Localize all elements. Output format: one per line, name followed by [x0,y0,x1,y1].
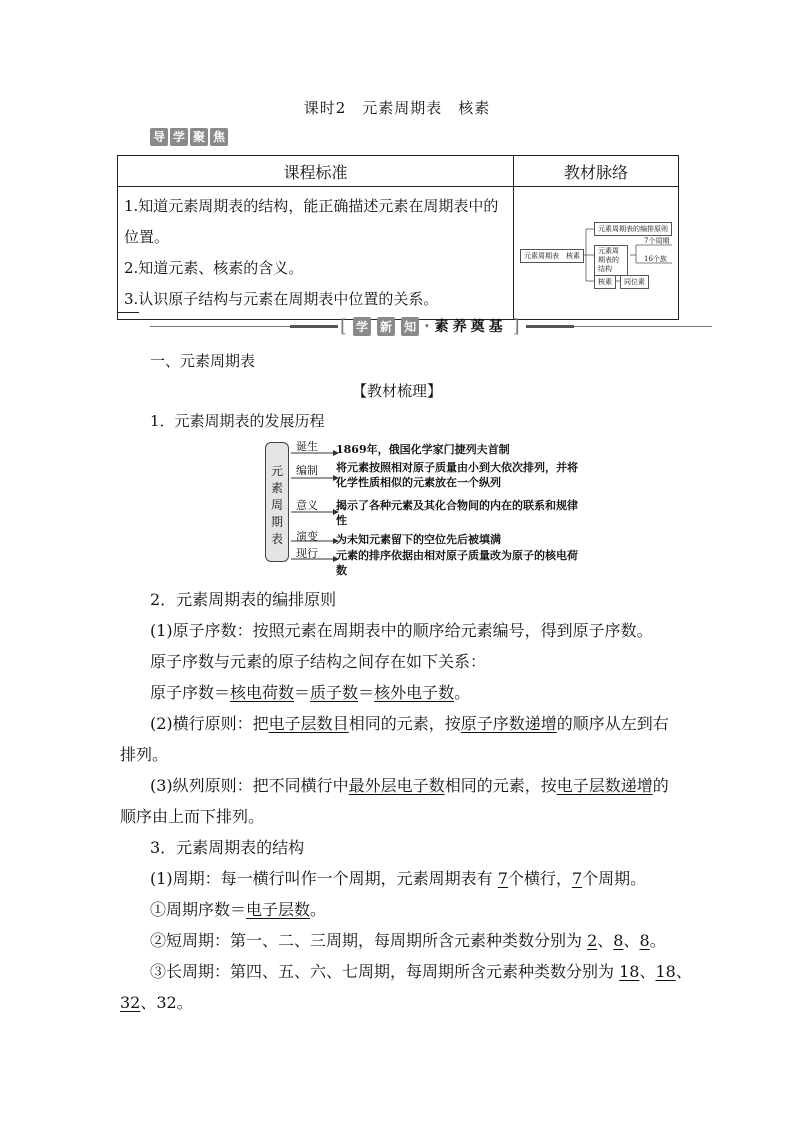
answer-underlined: 2 [587,931,598,950]
text: 、32。 [140,993,193,1012]
lesson-title: 课时2 元素周期表 核素 [303,99,491,117]
text: 的顺序从左到右 [556,714,669,733]
section-heading: 一、元素周期表 [150,352,256,370]
banner-subtitle: 素养奠基 [434,319,507,335]
guide-badge: 聚 [190,128,208,146]
text: 。 [454,683,471,702]
paragraph-row-rule-cont: 排列。 [120,745,169,764]
answer-underlined: 电子层数目 [268,714,349,733]
text: 个横行， [507,869,572,888]
paragraph-column-rule [150,773,750,796]
text: 、 [639,962,656,981]
text: ①周期序数＝ [150,900,247,919]
banner-thick-line-right [526,325,574,328]
heading-structure: 3．元素周期表的结构 [150,838,305,857]
heading-principles: 2．元素周期表的编排原则 [150,590,337,609]
outline-cell [514,187,679,320]
map-branch-principle: 元素周期表的编排原则 [594,222,672,236]
flow-text: 揭示了各种元素及其化合物间的内在的联系和规律性 [336,499,578,527]
table-bottom-line [117,312,139,313]
banner-center [340,316,520,336]
flow-text: 1869年，俄国化学家门捷列夫首制 [336,443,510,456]
vertical-char: 元 [270,464,283,478]
answer-underlined: 核外电子数 [374,683,455,702]
guide-badge: 学 [170,128,188,146]
answer-underlined: 电子层数 [246,900,311,919]
text: ＝ [358,683,375,702]
map-branch-nuclide: 核素 [594,275,616,289]
header-standards: 课程标准 [118,156,514,187]
history-flowchart [262,438,582,588]
section-banner [150,316,712,336]
banner-thin-line-left [150,326,290,327]
vertical-char: 周 [270,498,283,512]
map-branch-structure: 元素周期表的结构 [594,245,628,276]
banner-dot-icon: ▾ [425,322,429,330]
text: 、 [675,962,692,981]
text: 原子序数＝ [150,683,231,702]
paragraph-equation [150,680,750,703]
answer-underlined: 7 [571,869,583,888]
map-root: 元素周期表 核素 [520,249,584,263]
banner-thin-line-right [574,326,712,327]
text: ③长周期：第四、五、六、七周期，每周期所含元素种类数分别为 [150,962,620,981]
answer-underlined: 32 [120,993,141,1012]
banner-badge: 知 [401,317,419,336]
concept-map [514,193,678,313]
answer-underlined: 8 [639,931,650,950]
text: (2)横行原则：把 [150,714,269,733]
sorting-title: 【教材梳理】 [351,382,442,400]
guide-badge: 焦 [210,128,228,146]
bracket-left-icon: [ [340,315,348,337]
paragraph-long-period-cont [120,990,720,1013]
flow-text: 将元素按照相对原子质量由小到大依次排列，并将化学性质相似的元素放在一个纵列 [336,461,578,489]
paragraph-atomic-number: (1)原子序数：按照元素在周期表中的顺序给元素编号，得到原子序数。 [150,621,653,640]
answer-underlined: 最外层电子数 [348,776,445,795]
answer-underlined: 电子层数递增 [556,776,653,795]
header-outline: 教材脉络 [514,156,679,187]
text: 的 [652,776,669,795]
vertical-char: 表 [270,532,283,546]
answer-underlined: 核电荷数 [230,683,295,702]
guide-badge: 导 [150,128,168,146]
map-leaf-periods: 7个周期 [644,237,670,245]
banner-badge: 新 [377,317,395,336]
flow-vertical-label [265,442,289,562]
text: 。 [310,900,327,919]
standard-item: 3.认识原子结构与元素在周期表中位置的关系。 [124,290,439,308]
banner-thick-line-left [290,325,338,328]
heading-history: 1．元素周期表的发展历程 [150,412,325,430]
text: ＝ [294,683,311,702]
text: (3)纵列原则：把不同横行中 [150,776,349,795]
text: ②短周期：第一、二、三周期，每周期所含元素种类数分别为 [150,931,588,950]
paragraph-long-period [150,959,750,982]
flow-text: 为未知元素留下的空位先后被填满 [336,533,501,546]
paragraph-row-rule [150,711,750,734]
answer-underlined: 原子序数递增 [460,714,557,733]
banner-badge: 学 [353,317,371,336]
text: 、 [597,931,614,950]
text: 相同的元素，按 [348,714,461,733]
text: 、 [623,931,640,950]
flow-label: 演变 [296,530,318,543]
answer-underlined: 7 [497,869,508,888]
map-leaf-isotope: 同位素 [620,275,649,289]
guide-badges [150,128,228,146]
standard-item: 2.知道元素、核素的含义。 [124,259,304,277]
answer-underlined: 18 [655,962,676,981]
paragraph-period [150,866,750,889]
vertical-char: 素 [270,481,283,495]
answer-underlined: 质子数 [310,683,359,702]
flow-text: 元素的排序依据由相对原子质量改为原子的核电荷数 [336,549,578,577]
answer-underlined: 18 [619,962,640,981]
flow-label: 诞生 [296,440,318,453]
text: (1)周期：每一横行叫作一个周期，元素周期表有 [150,869,498,888]
paragraph-short-period [150,928,750,951]
paragraph-relation: 原子序数与元素的原子结构之间存在如下关系： [150,652,487,671]
paragraph-period-number [150,897,750,920]
answer-underlined: 8 [613,931,624,950]
text: 相同的元素，按 [444,776,557,795]
paragraph-column-rule-cont: 顺序由上而下排列。 [120,807,265,826]
text: 。 [649,931,666,950]
flow-label: 意义 [296,499,318,512]
standard-item: 1.知道元素周期表的结构，能正确描述元素在周期表中的位置。 [124,197,499,246]
map-leaf-groups: 16个族 [644,255,667,263]
flow-label: 现行 [296,547,318,560]
standards-cell [118,187,514,320]
flow-label: 编制 [296,464,318,477]
vertical-char: 期 [270,515,283,529]
bracket-right-icon: ] [512,315,520,337]
standards-table [117,155,679,320]
text: 个周期。 [582,869,647,888]
